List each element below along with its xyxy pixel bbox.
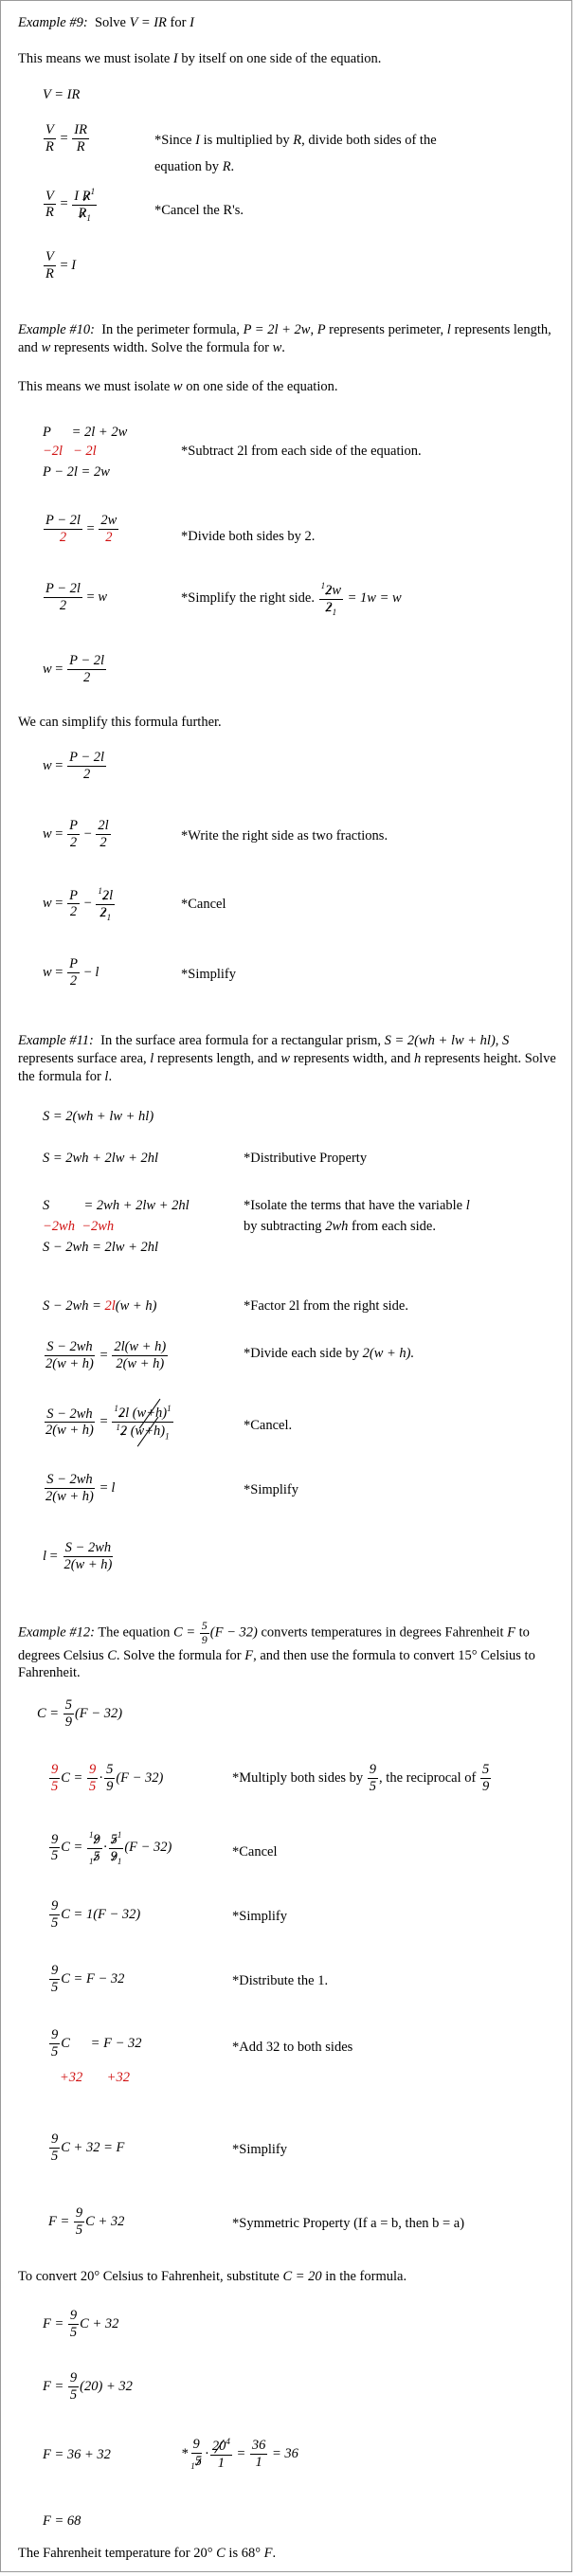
ex10-step-2: $\frac{P - 2l}{2}$ = $\frac{2w}{2}$ bbox=[45, 513, 117, 545]
ex10-note-3: *Simplify the right side. $\frac{^12w}{2_1}$ = 1w = w bbox=[181, 581, 402, 617]
ex12-step-9: F = $\frac{9}{5}$ C + 32 bbox=[43, 2308, 119, 2340]
example-10-heading: Example #10: In the perimeter formula, P = 2l + 2w, P represents perimeter, l represents length, and w represents width. Solve the formula for w. bbox=[18, 322, 551, 355]
ex12-note-5: *Add 32 to both sides bbox=[232, 2040, 353, 2055]
ex12-note-4: *Distribute the 1. bbox=[232, 1973, 329, 1988]
ex11-step-7: $\frac{S - 2wh}{2(w + h)}$ = l bbox=[45, 1472, 116, 1504]
ex11-note-6: *Simplify bbox=[244, 1482, 299, 1497]
ex10-step-6: w = $\frac{P}{2}$ − $\frac{2l}{2}$ bbox=[43, 818, 109, 850]
ex9-note-3: *Cancel the R's. bbox=[154, 203, 244, 218]
ex11-note-5: *Cancel. bbox=[244, 1418, 293, 1433]
ex11-step-3c: S − 2wh = 2lw + 2hl bbox=[43, 1240, 159, 1255]
ex9-step-3: $\frac{V}{R}$ = $\frac{I R^1}{R_1}$ bbox=[45, 187, 96, 223]
ex11-step-2: S = 2wh + 2lw + 2hl bbox=[43, 1151, 159, 1166]
ex11-step-3b: −2wh −2wh bbox=[43, 1219, 115, 1234]
ex12-step-6b: +32 +32 bbox=[60, 2070, 130, 2085]
ex12-step-6a: $\frac{9}{5}$ C = F − 32 bbox=[51, 2027, 142, 2059]
ex12-note-2: *Cancel bbox=[232, 1844, 278, 1859]
example-11-heading: Example #11: In the surface area formula for a rectangular prism, S = 2(wh + lw + hl), S represents surface area, l represents length, and w represents width, and h represents height. Solve the formula for l. bbox=[18, 1033, 556, 1084]
ex12-step-5: $\frac{9}{5}$ C = F − 32 bbox=[51, 1963, 125, 1995]
ex11-step-1: S = 2(wh + lw + hl) bbox=[43, 1109, 154, 1124]
ex10-step-4: w = $\frac{P - 2l}{2}$ bbox=[43, 653, 105, 685]
ex12-note-1: *Multiply both sides by $\frac{9}{5}$ , the reciprocal of $\frac{5}{9}$ bbox=[232, 1762, 490, 1794]
example-10-intro: This means we must isolate w on one side of the equation. bbox=[18, 379, 338, 394]
ex11-note-1: *Distributive Property bbox=[244, 1151, 368, 1166]
ex12-calc: * $\frac{9}{_15}$ · $\frac{20^4}{1}$ = $\frac{36}{1}$ = 36 bbox=[181, 2437, 298, 2471]
ex12-note-3: *Simplify bbox=[232, 1909, 288, 1924]
ex11-step-4: S − 2wh = 2l(w + h) bbox=[43, 1298, 157, 1314]
ex12-step-3: $\frac{9}{5}$ C = $\frac{^19}{_15}$ · $\frac{5^1}{9_1}$ (F − 32) bbox=[51, 1830, 172, 1866]
ex10-note-5: *Cancel bbox=[181, 897, 226, 912]
ex10-step-1c: P − 2l = 2w bbox=[43, 464, 110, 480]
ex12-note-6: *Simplify bbox=[232, 2142, 288, 2157]
example-9-heading: Example #9: Solve V = IR for I bbox=[18, 15, 194, 30]
ex10-note-2: *Divide both sides by 2. bbox=[181, 529, 316, 544]
ex9-step-1: V = IR bbox=[43, 87, 81, 102]
ex10-step-1b: −2l − 2l bbox=[43, 444, 97, 459]
ex12-step-2: $\frac{9}{5}$ C = $\frac{9}{5}$ · $\frac{5}{9}$ (F − 32) bbox=[51, 1762, 164, 1794]
ex10-step-5: w = $\frac{P - 2l}{2}$ bbox=[43, 750, 105, 782]
ex10-note-4: *Write the right side as two fractions. bbox=[181, 828, 388, 844]
ex11-step-6: $\frac{S - 2wh}{2(w + h)}$ = $\frac{^12l (w+h)^1}{^12 (w+h)_1}$ bbox=[45, 1404, 172, 1442]
ex12-step-7: $\frac{9}{5}$ C + 32 = F bbox=[51, 2132, 125, 2164]
ex12-note-7: *Symmetric Property (If a = b, then b = a) bbox=[232, 2216, 465, 2231]
ex9-note-2b: equation by R. bbox=[154, 159, 235, 174]
ex11-note-4: *Divide each side by 2(w + h). bbox=[244, 1346, 415, 1361]
ex9-step-2: $\frac{V}{R}$ = $\frac{IR}{R}$ bbox=[45, 122, 87, 154]
ex12-step-10: F = $\frac{9}{5}$ (20) + 32 bbox=[43, 2370, 133, 2403]
ex12-convert-text: To convert 20° Celsius to Fahrenheit, substitute C = 20 in the formula. bbox=[18, 2269, 407, 2284]
ex11-step-8: l = $\frac{S - 2wh}{2(w + h)}$ bbox=[43, 1540, 113, 1572]
ex11-step-3a: S = 2wh + 2lw + 2hl bbox=[43, 1198, 190, 1213]
ex11-note-2: *Isolate the terms that have the variable l bbox=[244, 1198, 470, 1213]
ex10-step-8: w = $\frac{P}{2}$ − l bbox=[43, 956, 99, 989]
ex10-step-7: w = $\frac{P}{2}$ − $\frac{^12l}{2_1}$ bbox=[43, 886, 114, 922]
ex10-note-1: *Subtract 2l from each side of the equation. bbox=[181, 444, 422, 459]
ex12-step-1: C = $\frac{5}{9}$ (F − 32) bbox=[37, 1697, 123, 1730]
ex10-simplify-text: We can simplify this formula further. bbox=[18, 715, 222, 730]
ex12-step-11: F = 36 + 32 bbox=[43, 2447, 111, 2462]
ex12-final-text: The Fahrenheit temperature for 20° C is 68° F. bbox=[18, 2546, 277, 2561]
ex9-note-2: *Since I is multiplied by R, divide both sides of the bbox=[154, 133, 437, 148]
example-9-intro: This means we must isolate I by itself on one side of the equation. bbox=[18, 51, 382, 66]
ex12-step-12: F = 68 bbox=[43, 2513, 81, 2529]
example-12-heading: Example #12: The equation C = $\frac{5}{9}$ (F − 32) converts temperatures in degrees Fahrenheit F to degrees Celsius C. Solve the formula for F, and then use the formula to convert 15° Celsius to Fahrenheit. bbox=[18, 1619, 535, 1681]
ex11-step-5: $\frac{S - 2wh}{2(w + h)}$ = $\frac{2l(w + h)}{2(w + h)}$ bbox=[45, 1339, 167, 1371]
ex10-step-3: $\frac{P - 2l}{2}$ = w bbox=[45, 581, 108, 613]
ex12-step-8: F = $\frac{9}{5}$ C + 32 bbox=[48, 2205, 125, 2238]
ex12-step-4: $\frac{9}{5}$ C = 1(F − 32) bbox=[51, 1898, 141, 1931]
ex9-step-4: $\frac{V}{R}$ = I bbox=[45, 249, 77, 281]
ex10-step-1a: P = 2l + 2w bbox=[43, 425, 128, 440]
ex10-note-6: *Simplify bbox=[181, 967, 237, 982]
ex11-note-3: *Factor 2l from the right side. bbox=[244, 1298, 408, 1314]
ex11-note-2b: by subtracting 2wh from each side. bbox=[244, 1219, 436, 1234]
